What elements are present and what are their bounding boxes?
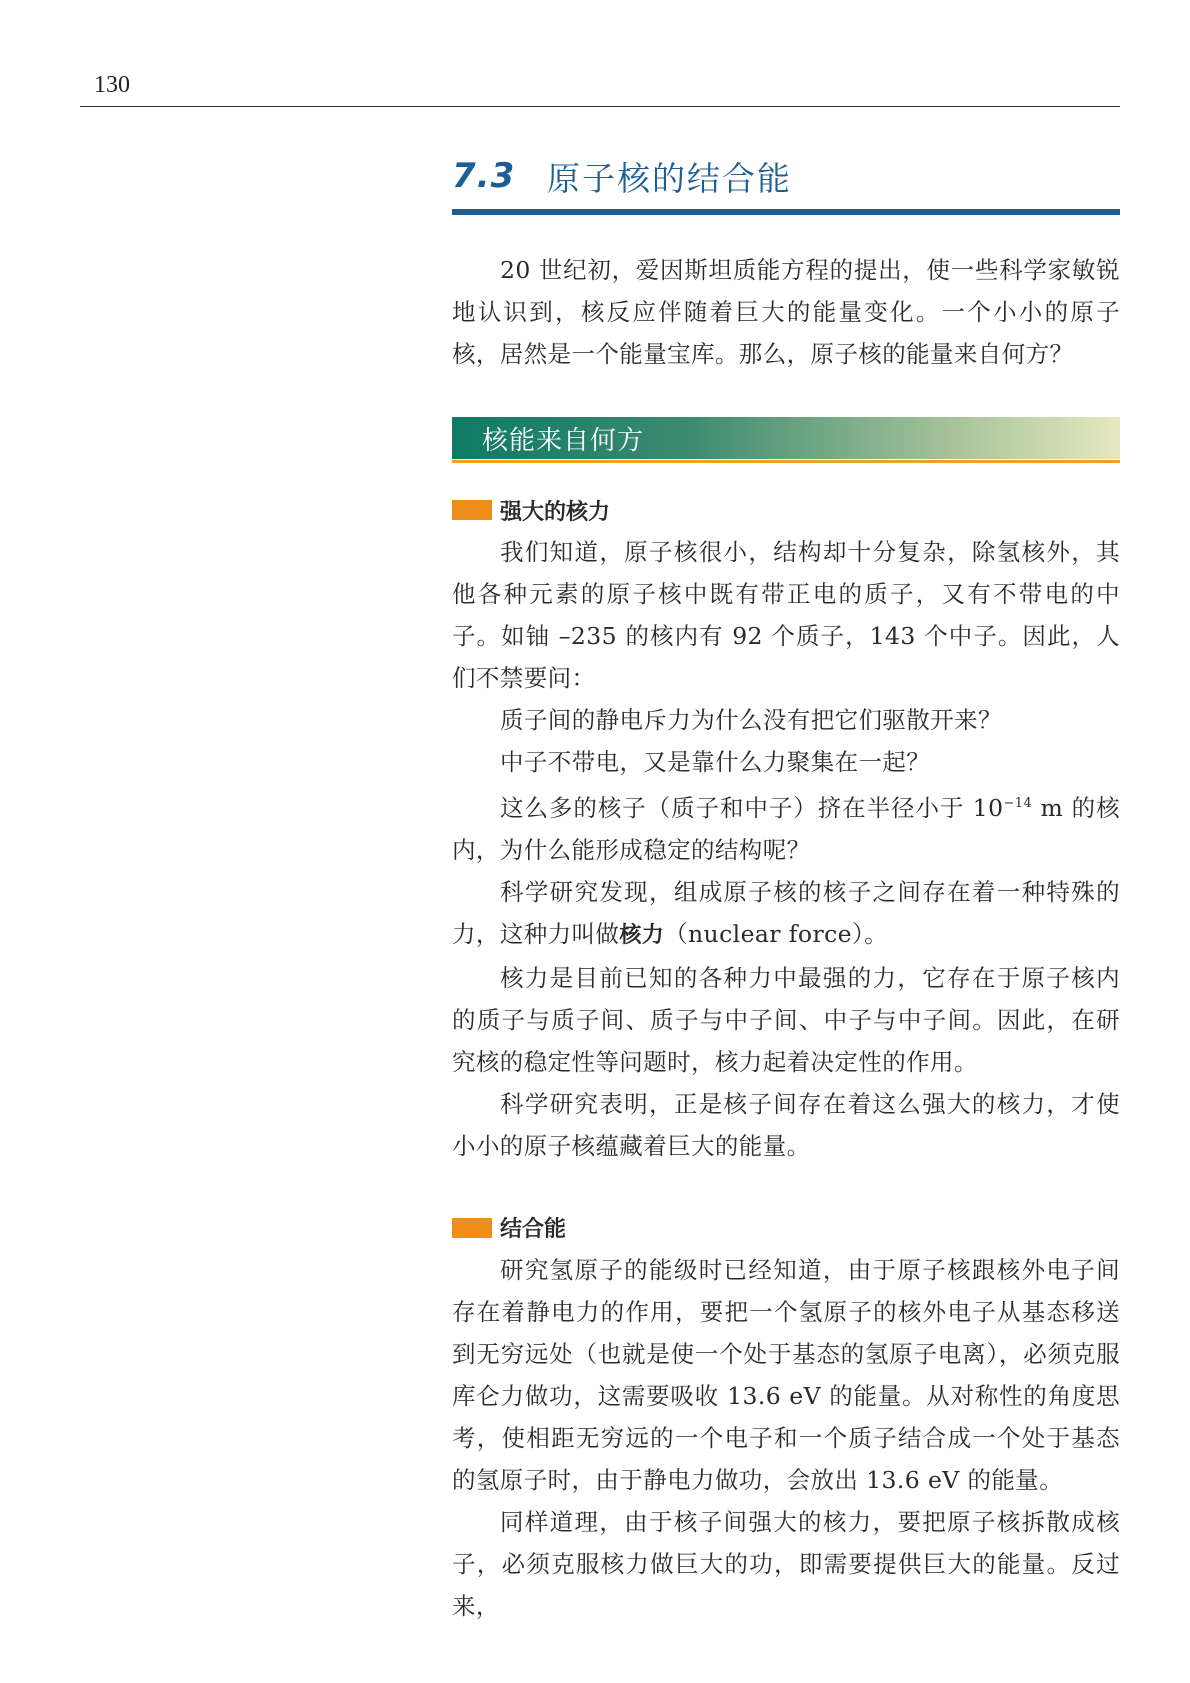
paragraph-nuclear-force-definition (452, 871, 1120, 957)
definition-lead: 科学研究发现，组成原子核的核子之间存在着一种特殊的力，这种力叫做 (452, 877, 1120, 948)
page-number: 130 (94, 72, 130, 98)
exponent: −14 (1003, 796, 1033, 811)
subsection-banner (452, 417, 1120, 459)
paragraph-nuclear-energy: 科学研究表明，正是核子间存在着这么强大的核力，才使小小的原子核蕴藏着巨大的能量。 (452, 1089, 1120, 1160)
paragraph-nuclear-force-strength: 核力是目前已知的各种力中最强的力，它存在于原子核内的质子与质子间、质子与中子间、中子与中子间。因此，在研究核的稳定性等问题时，核力起着决定性的作用。 (452, 963, 1120, 1076)
page-content (452, 145, 1120, 1627)
question-stability-text: 这么多的核子（质子和中子）挤在半径小于 10 (500, 793, 1004, 822)
paragraph-nucleus-structure: 我们知道，原子核很小，结构却十分复杂，除氢核外，其他各种元素的原子核中既有带正电的质子，又有不带电的中子。如铀 –235 的核内有 92 个质子，143 个中子。因此，人们不禁要问： (452, 538, 1120, 692)
heading-binding-energy (452, 1207, 1120, 1249)
heading-marker-icon (452, 1218, 492, 1238)
intro-paragraph: 20 世纪初，爱因斯坦质能方程的提出，使一些科学家敏锐地认识到，核反应伴随着巨大的能量变化。一个小小的原子核，居然是一个能量宝库。那么，原子核的能量来自何方？ (452, 256, 1120, 368)
question-stability (452, 783, 1120, 871)
question-neutron: 中子不带电，又是靠什么力聚集在一起？ (500, 748, 931, 776)
heading-binding-energy-label: 结合能 (500, 1217, 567, 1243)
heading-marker-icon (452, 500, 492, 520)
paragraph-nucleus-splitting: 同样道理，由于核子间强大的核力，要把原子核拆散成核子，必须克服核力做巨大的功，即需要提供巨大的能量。反过来， (452, 1507, 1120, 1620)
section-title: 原子核的结合能 (547, 158, 792, 198)
paragraph-hydrogen-ionization: 研究氢原子的能级时已经知道，由于原子核跟核外电子间存在着静电力的作用，要把一个氢原子的核外电子从基态移送到无穷远处（也就是使一个处于基态的氢原子电离），必须克服库仑力做功，这需要吸收 13.6 eV 的能量。从对称性的角度思考，使相距无穷远的一个电子和一个质子结合成一个处于基态的氢原子时，由于静电力做功，会放出 13.6 eV 的能量。 (452, 1255, 1120, 1494)
section-heading (452, 145, 1120, 207)
question-electrostatic: 质子间的静电斥力为什么没有把它们驱散开来？ (500, 706, 1002, 734)
question-stability-tail: m 的核内，为什么能形成稳定的结构呢？ (452, 793, 1120, 864)
header-rule (80, 106, 1120, 107)
definition-tail: （nuclear force）。 (664, 919, 888, 948)
heading-strong-force-label: 强大的核力 (500, 499, 611, 525)
term-nuclear-force: 核力 (619, 922, 665, 948)
section-number: 7.3 (452, 156, 516, 196)
subsection-title: 核能来自何方 (482, 425, 645, 456)
section-rule (452, 209, 1120, 215)
heading-strong-force (452, 489, 1120, 531)
